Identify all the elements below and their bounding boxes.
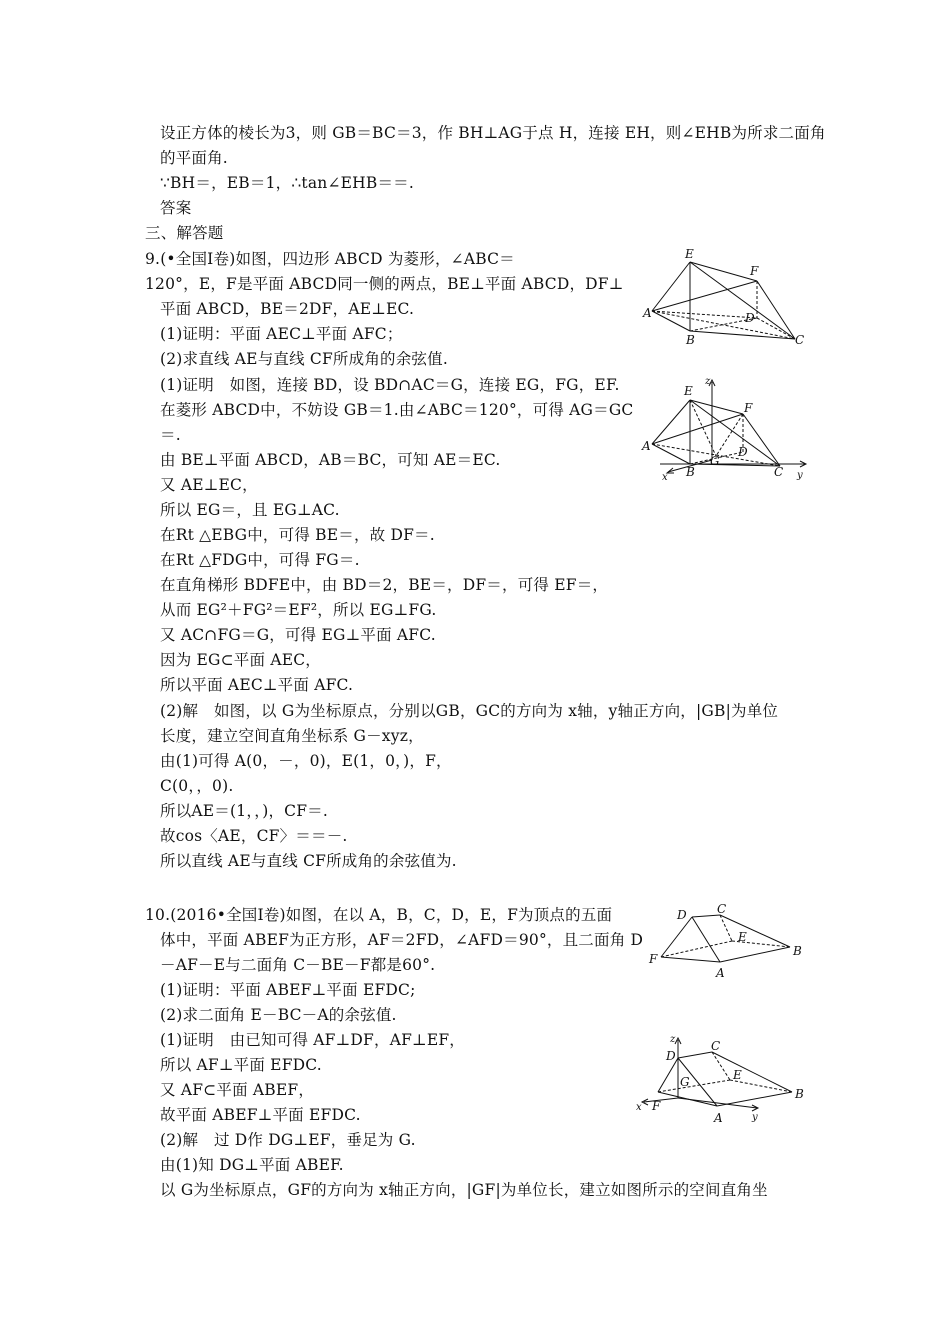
svg-text:G: G [710, 454, 720, 468]
figure-10-polyhedron [645, 902, 820, 985]
problem-9-line: 120°，E，F是平面 ABCD同一侧的两点，BE⊥平面 ABCD，DF⊥ [145, 275, 624, 293]
svg-text:y: y [752, 1112, 758, 1123]
solution-9-line: 所以平面 AEC⊥平面 AFC. [160, 676, 354, 694]
svg-text:A: A [716, 966, 725, 980]
svg-text:F: F [652, 1099, 661, 1113]
solution-9-line: C(0，，0). [160, 777, 234, 795]
solution-9-line: 从而 EG²＋FG²＝EF²，所以 EG⊥FG. [160, 601, 437, 619]
svg-text:C: C [717, 902, 727, 916]
solution-10-line: 故平面 ABEF⊥平面 EFDC. [160, 1106, 361, 1124]
solution-10-line: 又 AF⊂平面 ABEF， [160, 1081, 315, 1099]
text-line: 设正方体的棱长为3，则 GB＝BC＝3，作 BH⊥AG于点 H，连接 EH，则∠EHB为所求二面角 [160, 124, 826, 142]
text-line: ∵BH＝，EB＝1，∴tan∠EHB＝＝. [160, 174, 414, 192]
figure-10-coordinates [632, 1030, 817, 1130]
solution-9-line: 由 BE⊥平面 ABCD，AB＝BC，可知 AE＝EC. [160, 451, 501, 469]
figure-9-prism [640, 245, 815, 350]
solution-9-line: ＝. [160, 426, 181, 444]
svg-text:y: y [797, 470, 803, 481]
problem-9-line: (1)证明：平面 AEC⊥平面 AFC； [160, 325, 403, 343]
svg-text:A: A [642, 439, 651, 453]
problem-10-line: (1)证明：平面 ABEF⊥平面 EFDC; [160, 981, 416, 999]
svg-text:A: A [643, 306, 652, 320]
problem-9-line: 9.(•全国Ⅰ卷)如图，四边形 ABCD 为菱形，∠ABC＝ [145, 250, 515, 268]
svg-text:D: D [745, 311, 755, 325]
solution-9-line: 故cos〈AE，CF〉＝＝－. [160, 827, 348, 845]
problem-9-line: (2)求直线 AE与直线 CF所成角的余弦值. [160, 350, 448, 368]
svg-text:x: x [662, 472, 668, 483]
svg-text:E: E [738, 930, 747, 944]
solution-9-line: 所以直线 AE与直线 CF所成角的余弦值为. [160, 852, 457, 870]
solution-9-line: 在Rt △EBG中，可得 BE＝，故 DF＝. [160, 526, 435, 544]
solution-9-line: 长度，建立空间直角坐标系 G－xyz， [160, 727, 424, 745]
svg-text:z: z [705, 376, 711, 387]
problem-10-line: (2)求二面角 E－BC－A的余弦值. [160, 1006, 397, 1024]
svg-text:z: z [670, 1034, 676, 1045]
svg-text:D: D [738, 445, 748, 459]
svg-text:x: x [636, 1102, 642, 1113]
solution-9-line: 在Rt △FDG中，可得 FG＝. [160, 551, 360, 569]
svg-text:E: E [733, 1068, 742, 1082]
svg-text:B: B [686, 465, 695, 479]
svg-text:E: E [685, 247, 694, 261]
solution-9-line: 所以AE＝(1，，)，CF＝. [160, 802, 329, 820]
problem-10-line: 体中，平面 ABEF为正方形，AF＝2FD，∠AFD＝90°，且二面角 D [160, 931, 644, 949]
svg-text:F: F [744, 401, 753, 415]
svg-text:A: A [714, 1111, 723, 1125]
svg-text:E: E [684, 384, 693, 398]
problem-10-line: －AF－E与二面角 C－BE－F都是60°. [160, 956, 436, 974]
svg-text:B: B [686, 333, 695, 347]
solution-9-line: (1)证明 如图，连接 BD，设 BD∩AC＝G，连接 EG，FG，EF. [160, 376, 620, 394]
svg-text:B: B [795, 1087, 804, 1101]
solution-10-line: 由(1)知 DG⊥平面 ABEF. [160, 1156, 344, 1174]
svg-text:F: F [750, 264, 759, 278]
solution-9-line: (2)解 如图，以 G为坐标原点，分别以GB，GC的方向为 x轴，y轴正方向，|GB|为单位 [160, 702, 779, 720]
svg-text:F: F [649, 952, 658, 966]
solution-10-line: (1)证明 由已知可得 AF⊥DF，AF⊥EF， [160, 1031, 465, 1049]
problem-9-line: 平面 ABCD，BE＝2DF，AE⊥EC. [160, 300, 415, 318]
solution-9-line: 因为 EG⊂平面 AEC， [160, 651, 322, 669]
text-line: 的平面角. [160, 149, 228, 167]
problem-10-line: 10.(2016•全国Ⅰ卷)如图，在以 A，B，C，D，E，F为顶点的五面 [145, 906, 613, 924]
svg-text:G: G [680, 1075, 690, 1089]
svg-text:D: D [666, 1049, 676, 1063]
solution-10-line: 以 G为坐标原点，GF的方向为 x轴正方向，|GF|为单位长，建立如图所示的空间直角坐 [160, 1181, 768, 1199]
solution-9-line: 又 AE⊥EC， [160, 476, 258, 494]
figure-9-coordinates [640, 372, 820, 487]
solution-9-line: 在直角梯形 BDFE中，由 BD＝2，BE＝，DF＝，可得 EF＝， [160, 576, 609, 594]
text-line: 答案 [160, 199, 192, 217]
svg-text:C: C [795, 333, 805, 347]
svg-text:C: C [711, 1039, 721, 1053]
solution-10-line: 所以 AF⊥平面 EFDC. [160, 1056, 322, 1074]
svg-text:D: D [677, 908, 687, 922]
svg-text:C: C [774, 465, 784, 479]
solution-9-line: 在菱形 ABCD中，不妨设 GB＝1.由∠ABC＝120°，可得 AG＝GC [160, 401, 634, 419]
svg-text:B: B [793, 944, 802, 958]
solution-9-line: 又 AC∩FG＝G，可得 EG⊥平面 AFC. [160, 626, 436, 644]
section-title: 三、解答题 [145, 224, 224, 242]
solution-9-line: 由(1)可得 A(0，－，0)，E(1，0，)，F， [160, 752, 452, 770]
solution-9-line: 所以 EG＝，且 EG⊥AC. [160, 501, 340, 519]
solution-10-line: (2)解 过 D作 DG⊥EF，垂足为 G. [160, 1131, 416, 1149]
